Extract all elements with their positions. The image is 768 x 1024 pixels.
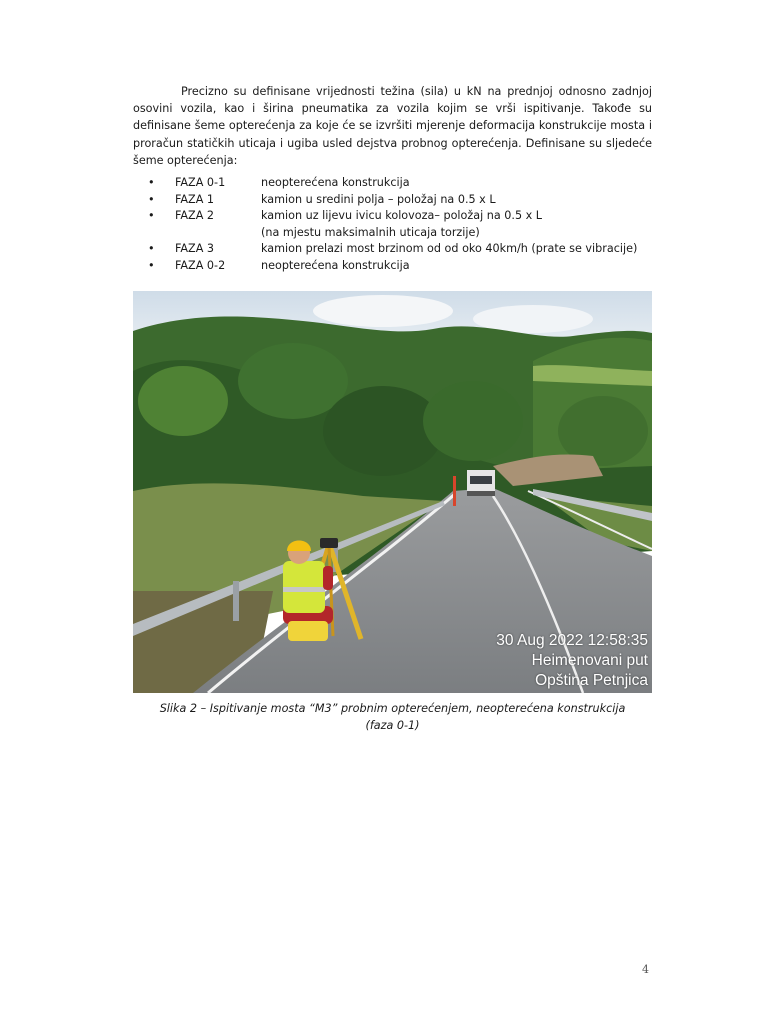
list-item (148, 175, 668, 192)
load-phase-list (148, 175, 668, 275)
caption-line-1: Slika 2 – Ispitivanje mosta “M3” probnim opterećenjem, neopterećena konstrukcija (159, 702, 626, 715)
intro-paragraph-text: Precizno su definisane vrijednosti težina (sila) u kN na prednjoj odnosno zadnjoj osovini vozila, kao i širina pneumatika za vozila kojim se vrši ispitivanje. Takođe su definisane šeme opterećenja za koje će se izvršiti mjerenje deformacija konstrukcije mosta i proračun statičkih uticaja i ugiba usled dejstva probnog opterećenja. Definisane su sljedeće šeme opterećenja: (133, 85, 652, 167)
bullet: • (148, 242, 155, 256)
stamp-municipality: Opština Petnjica (535, 672, 648, 689)
photo-timestamp-overlay (496, 631, 648, 691)
list-item (148, 208, 668, 241)
phase-description-line: kamion uz lijevu ivicu kolovoza– položaj na 0.5 x L (261, 209, 543, 223)
phase-name: FAZA 2 (175, 209, 215, 223)
phase-description: neopterećena konstrukcija (261, 176, 410, 189)
list-item (148, 258, 668, 275)
bullet: • (148, 209, 155, 223)
figure-caption (133, 700, 652, 734)
tree (138, 366, 228, 436)
intro-paragraph (133, 83, 652, 169)
guardrail-post (233, 581, 239, 621)
phase-description: kamion u sredini polja – položaj na 0.5 x L (261, 192, 496, 206)
list-item (148, 192, 668, 209)
bullet: • (148, 176, 155, 189)
phase-name: FAZA 0-1 (175, 176, 226, 189)
vest-reflective-stripe (283, 587, 325, 592)
equipment-case (288, 621, 328, 641)
bullet: • (148, 258, 155, 272)
page-number: 4 (642, 963, 649, 976)
cloud (313, 295, 453, 327)
truck-windshield (470, 476, 492, 484)
phase-description-note: (na mjestu maksimalnih uticaja torzije) (261, 225, 480, 239)
bullet: • (148, 192, 155, 206)
stamp-datetime: 30 Aug 2022 12:58:35 (496, 632, 648, 649)
phase-name: FAZA 0-2 (175, 258, 226, 272)
tree (423, 381, 523, 461)
survey-rod (453, 476, 456, 506)
surveyor-arm (323, 566, 333, 590)
phase-name: FAZA 3 (175, 242, 215, 256)
phase-description: neopterećena konstrukcija (261, 258, 410, 272)
phase-name: FAZA 1 (175, 192, 215, 206)
phase-description (261, 208, 668, 241)
phase-description: kamion prelazi most brzinom od od oko 40km/h (prate se vibracije) (261, 242, 638, 256)
truck-bumper (467, 491, 495, 496)
level-instrument (320, 538, 338, 548)
bridge-test-photo (133, 291, 652, 693)
stamp-place: Heimenovani put (531, 652, 648, 669)
caption-line-2: (faza 0-1) (365, 719, 420, 732)
list-item (148, 241, 668, 258)
tree (238, 343, 348, 419)
